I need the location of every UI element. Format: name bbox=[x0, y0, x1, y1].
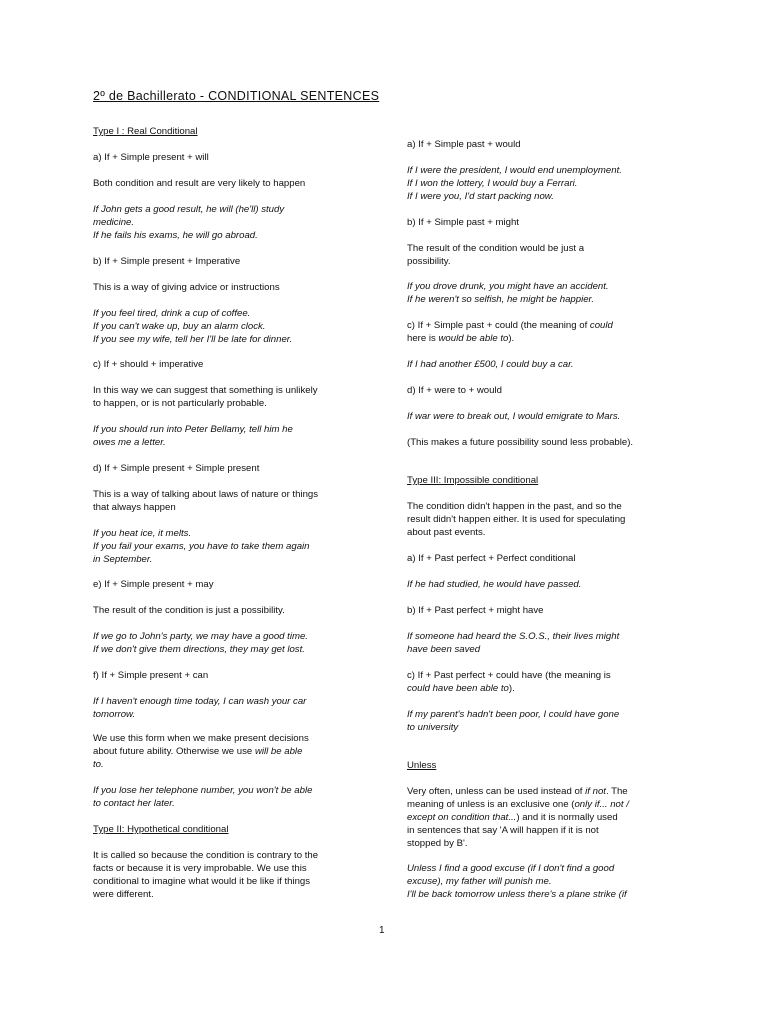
type2-d-formula: d) If + were to + would bbox=[407, 385, 502, 396]
type2-b-examples: If you drove drunk, you might have an accident. If he weren't so selfish, he might be happier. bbox=[407, 281, 609, 305]
type2-d-examples: If war were to break out, I would emigrate to Mars. bbox=[407, 411, 621, 422]
unless-description: Very often, unless can be used instead of if not. The meaning of unless is an exclusive one (only if... not / except on condition that...) and it is normally used in sentences that say 'A will happen if it is not stopped by B'. bbox=[407, 786, 629, 849]
type1-c-formula: c) If + should + imperative bbox=[93, 359, 204, 370]
type3-b-examples: If someone had heard the S.O.S., their lives might have been saved bbox=[407, 631, 620, 655]
type2-a-formula: a) If + Simple past + would bbox=[407, 139, 521, 150]
type3-a-formula: a) If + Past perfect + Perfect conditional bbox=[407, 553, 576, 564]
type1-c-examples: If you should run into Peter Bellamy, tell him he owes me a letter. bbox=[93, 424, 293, 448]
type2-description: It is called so because the condition is contrary to the facts or because it is very improbable. We use this conditional to imagine what would it be like if things were different. bbox=[93, 850, 319, 900]
type1-f-description: We use this form when we make present decisions about future ability. Otherwise we use will be able to. bbox=[93, 733, 309, 770]
type1-a-examples: If John gets a good result, he will (he'll) study medicine. If he fails his exams, he will go abroad. bbox=[93, 204, 285, 241]
type1-d-examples: If you heat ice, it melts. If you fail your exams, you have to take them again in September. bbox=[93, 528, 310, 565]
type3-description: The condition didn't happen in the past, and so the result didn't happen either. It is used for speculating about past events. bbox=[407, 501, 626, 538]
type2-d-note: (This makes a future possibility sound less probable). bbox=[407, 437, 634, 448]
type1-f-formula: f) If + Simple present + can bbox=[93, 670, 209, 681]
type3-c-examples: If my parent's hadn't been poor, I could have gone to university bbox=[407, 709, 620, 733]
type1-b-description: This is a way of giving advice or instructions bbox=[93, 282, 280, 293]
type3-a-examples: If he had studied, he would have passed. bbox=[407, 579, 582, 590]
type3-c-formula: c) If + Past perfect + could have (the meaning is could have been able to). bbox=[407, 670, 611, 694]
type1-a-formula: a) If + Simple present + will bbox=[93, 152, 209, 163]
type3-heading: Type III: Impossible conditional bbox=[407, 475, 539, 486]
type1-c-description: In this way we can suggest that something is unlikely to happen, or is not particularly probable. bbox=[93, 385, 318, 409]
unless-examples: Unless I find a good excuse (if I don't find a good excuse), my father will punish me. I'll be back tomorrow unless there's a plane strike (if bbox=[407, 863, 627, 900]
type2-a-examples: If I were the president, I would end unemployment. If I won the lottery, I would buy a Ferrari. If I were you, I'd start packing now. bbox=[407, 165, 622, 202]
type2-c-examples: If I had another £500, I could buy a car. bbox=[407, 359, 574, 370]
type1-a-description: Both condition and result are very likely to happen bbox=[93, 178, 306, 189]
unless-heading: Unless bbox=[407, 760, 437, 771]
page-title: 2º de Bachillerato - CONDITIONAL SENTENCES bbox=[93, 89, 380, 103]
type1-f-examples-2: If you lose her telephone number, you won't be able to contact her later. bbox=[93, 785, 313, 809]
type3-b-formula: b) If + Past perfect + might have bbox=[407, 605, 544, 616]
type2-c-formula: c) If + Simple past + could (the meaning of could here is would be able to). bbox=[407, 320, 613, 344]
type2-b-description: The result of the condition would be just a possibility. bbox=[407, 243, 585, 267]
type2-heading: Type II: Hypothetical conditional bbox=[93, 824, 229, 835]
type1-b-formula: b) If + Simple present + Imperative bbox=[93, 256, 241, 267]
type1-b-examples: If you feel tired, drink a cup of coffee. If you can't wake up, buy an alarm clock. If you see my wife, tell her I'll be late for dinner. bbox=[93, 308, 293, 345]
type1-e-formula: e) If + Simple present + may bbox=[93, 579, 214, 590]
type1-e-examples: If we go to John's party, we may have a good time. If we don't give them directions, they may get lost. bbox=[93, 631, 308, 655]
type1-d-formula: d) If + Simple present + Simple present bbox=[93, 463, 260, 474]
type1-d-description: This is a way of talking about laws of nature or things that always happen bbox=[93, 489, 319, 513]
type1-e-description: The result of the condition is just a possibility. bbox=[93, 605, 285, 616]
type2-b-formula: b) If + Simple past + might bbox=[407, 217, 519, 228]
page-number: 1 bbox=[379, 925, 385, 936]
type1-f-examples: If I haven't enough time today, I can wash your car tomorrow. bbox=[93, 696, 307, 720]
type1-heading: Type I : Real Conditional bbox=[93, 126, 198, 137]
